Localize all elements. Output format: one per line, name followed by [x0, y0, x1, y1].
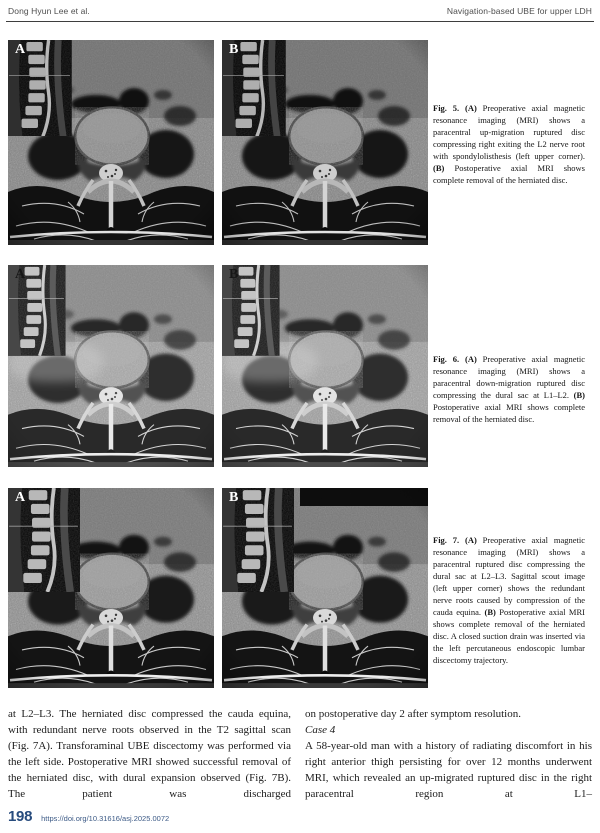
page-number: 198	[8, 808, 33, 825]
fig7-panel-b	[222, 488, 428, 688]
running-head-title: Navigation-based UBE for upper LDH	[446, 6, 592, 16]
panel-label: B	[229, 490, 239, 505]
fig5-caption: Fig. 5. (A) Preoperative axial magnetic resonance imaging (MRI) shows a paracentral up-migration ruptured disc compressing right exiting the L2 nerve root with spondylolisthesis (left upper corner). (B) Postoperative axial MRI shows complete removal of the herniated disc.	[433, 103, 586, 185]
body-text-left-column	[8, 706, 291, 802]
fig6-panel-b	[222, 265, 428, 467]
axial-mri-image	[222, 488, 428, 688]
fig7-caption: Fig. 7. (A) Preoperative axial magnetic resonance imaging (MRI) shows a paracentral ruptured disc compressing the dural sac at L2–L3. Sagittal scout image (left upper corner) shows the redundant nerve roots caused by compression of the cauda equina. (B) Postoperative axial MRI shows complete removal of the herniated disc. A closed suction drain was inserted via the left percutaneous endoscopic lumbar discectomy trajectory.	[433, 535, 586, 665]
figure-7-row	[8, 488, 592, 688]
panel-label: B	[229, 267, 239, 282]
body-paragraph-right-1: on postoperative day 2 after symptom resolution.	[305, 708, 521, 720]
panel-label: A	[15, 42, 26, 57]
fig5-panel-b	[222, 40, 428, 245]
body-text-right-column	[305, 706, 592, 802]
running-head-author: Dong Hyun Lee et al.	[8, 6, 90, 16]
axial-mri-image	[8, 265, 214, 467]
scan-black-bar	[300, 488, 428, 506]
header-rule	[6, 21, 594, 22]
fig6-caption: Fig. 6. (A) Preoperative axial magnetic resonance imaging (MRI) shows a paracentral down-migration ruptured disc compressing the dural sac at L1–L2. (B) Postoperative axial MRI shows complete removal of the herniated disc.	[433, 354, 586, 424]
body-paragraph-left: at L2–L3. The herniated disc compressed the cauda equina, with redundant nerve roots observed in the T2 sagittal scan (Fig. 7A). Transforaminal UBE discectomy was performed via the left side. Postoperative MRI showed successful removal of the herniated disc, with dural expansion observed (Fig. 7B). The patient was discharged	[8, 708, 291, 800]
panel-label: A	[15, 490, 26, 505]
page-footer	[8, 808, 169, 825]
panel-label: A	[15, 267, 26, 282]
panel-label: B	[229, 42, 239, 57]
body-paragraph-right-2: A 58-year-old man with a history of radiating discomfort in his right anterior thigh persisting for over 12 months underwent MRI, which revealed an up-migrated ruptured disc in the right paracentral region at L1–	[305, 740, 592, 800]
body-text	[8, 706, 592, 802]
figure-5-row	[8, 40, 592, 245]
figure-6-row	[8, 265, 592, 467]
doi-text: https://doi.org/10.31616/asj.2025.0072	[41, 814, 170, 823]
axial-mri-image	[222, 265, 428, 467]
axial-mri-image	[8, 40, 214, 245]
axial-mri-image	[8, 488, 214, 688]
fig7-panel-a	[8, 488, 214, 688]
axial-mri-image	[222, 40, 428, 245]
fig5-panel-a	[8, 40, 214, 245]
fig6-panel-a	[8, 265, 214, 467]
case-4-heading: Case 4	[305, 724, 336, 736]
